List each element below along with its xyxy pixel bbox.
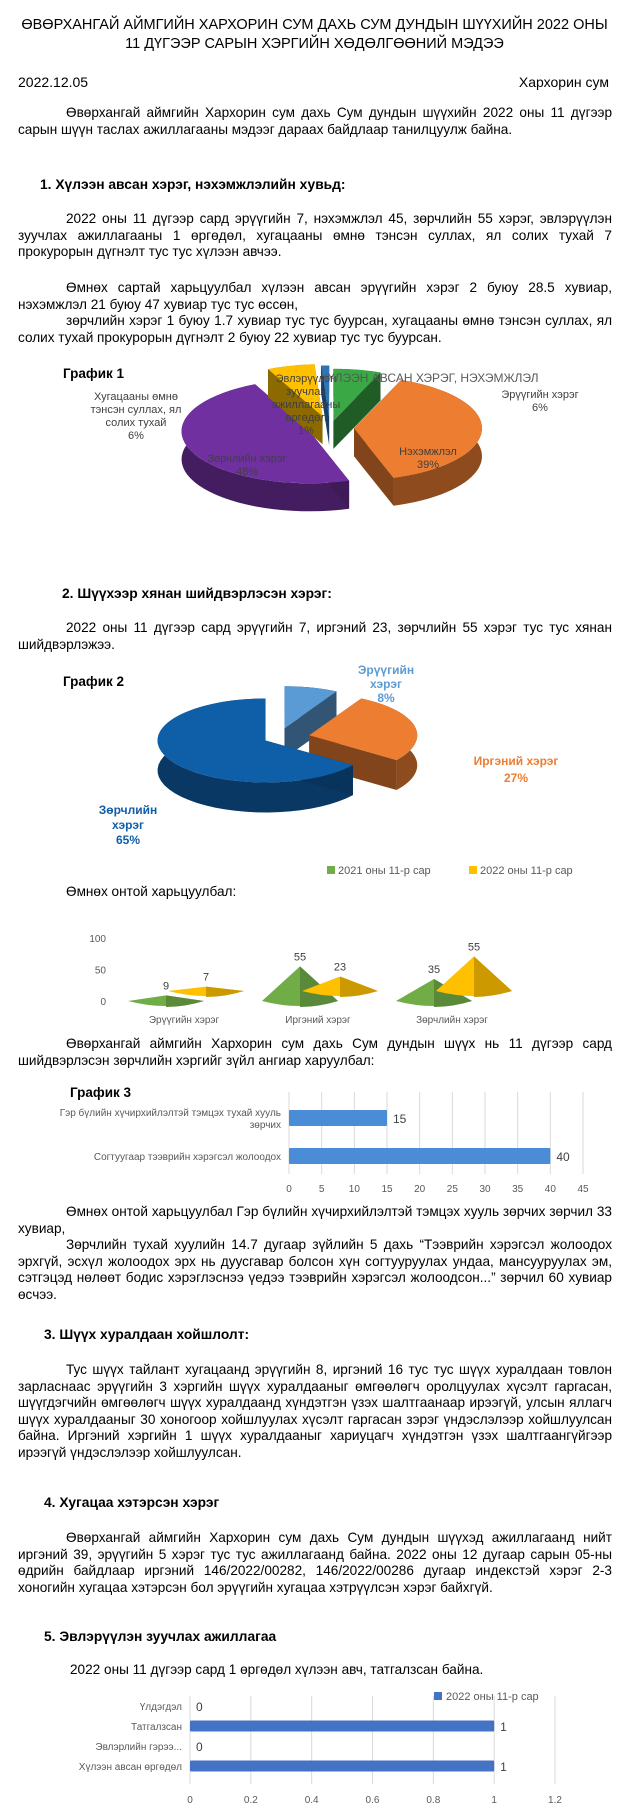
category-label: Эрүүгийн хэрэг: [148, 1015, 220, 1026]
x-tick-label: 45: [577, 1184, 589, 1195]
bar-value-label: 0: [196, 1740, 203, 1754]
chart-1-label-eruugiin: Эрүүгийн хэрэг 6%: [501, 389, 579, 414]
x-tick-label: 0: [187, 1795, 193, 1806]
category-label: Согтуугаар тээврийн хэрэгсэл жолоодох: [93, 1152, 281, 1163]
cone-value-label: 35: [427, 963, 441, 976]
cone-value-label: 55: [293, 951, 307, 964]
bar-mark: [190, 1721, 494, 1732]
chart-1-title: ХҮЛЭЭН АВСАН ХЭРЭГ, НЭХЭМЖЛЭЛ: [320, 371, 539, 385]
chart-1-label-khugatsaany: Хугацааны өмнө тэнсэн суллах, ял солих тухай 6%: [90, 391, 182, 442]
cone-mark: [436, 956, 512, 997]
section-4-paragraph-1: Өвөрхангай аймгийн Хархорин сум дахь Сум дундын шүүхэд ажиллагаанд нийт иргэний 39, эрүүгийн 5 хэрэг тус тус ажиллагаанд байна. 2022 оны 12 дугаар сарын 05-ны өдрийн байдлаар иргэний 146/2022/00282, 146/2022/00286 дугаар индекстэй хэрэг 2-3 хоногийн хугацаа хэтэрсэн бол эрүүгийн хугацаа хэтрүүлсэн хэрэг байхгүй.: [18, 1530, 612, 1595]
section-3-paragraph-1: Тус шүүх тайлант хугацаанд эрүүгийн 8, иргэний 16 тус тус шүүх хуралдаан товлон зарласнаас эрүүгийн 3 хэргийн шүүх хуралдааныг өмгөөлөгч оролцуулах хүсэлт гаргасан, шүүгдэгчийн өмгөөлөгч шүүх хуралдаанд хүндэтгэн үзэх шалтгаанаар ирээгүй, улсын яллагч шүүх хуралдааныг 30 хоногоор хойшлуулах хүсэлт гаргасан зэрэг үндэслэлээр хойшлуулсан байна. Иргэний хэргийн 1 шүүх хуралдааныг хариуцагч хүндэтгэн үзэх шалтгаангүйгээр ирээгүй үндэслэлээр хойшлуулсан.: [18, 1362, 612, 1460]
section-1-heading: 1. Хүлээн авсан хэрэг, нэхэмжлэлийн хувьд:: [40, 177, 346, 192]
chart-4-bar: [0, 1686, 629, 1809]
cone-value-label: 55: [467, 941, 481, 954]
bar-value-label: 1: [500, 1760, 507, 1774]
section-1-paragraph-3: зөрчлийн хэрэг 1 буюу 1.7 хувиар тус тус буурсан, хугацааны өмнө тэнсэн суллах, ял солих тухай прокурорын дүгнэлт 2 буюу 22 хувиар тус тус буурсан.: [18, 313, 612, 345]
chart-2-label-irgenii: Иргэний хэрэг 27%: [473, 754, 559, 785]
x-tick-label: 10: [348, 1184, 360, 1195]
document-date: 2022.12.05: [18, 74, 89, 90]
chart-2-pie: [60, 658, 620, 858]
x-tick-label: 0.6: [365, 1795, 380, 1806]
x-tick-label: 40: [544, 1184, 556, 1195]
legend-2022-label: 2022 оны 11-р сар: [480, 865, 573, 877]
chart-1-label-zorchliin: Зөрчлийн хэрэг 48%: [207, 453, 287, 478]
bar-value-label: 0: [196, 1700, 203, 1714]
category-label: Хүлээн авсан өргөдөл: [78, 1762, 182, 1773]
section-1-paragraph-1: 2022 оны 11 дүгээр сард эрүүгийн 7, нэхэмжлэл 45, зөрчлийн 55 хэрэг, эвлэрүүлэн зуучлах ажиллагааны 1 өргөдөл, хугацааны өмнө тэнсэн суллах, ял солих тухай 7 прокурорын дүгнэлт тус тус хүлээн авчээ.: [18, 211, 612, 259]
legend-2021-swatch: [327, 866, 335, 874]
section-2-paragraph-1: 2022 оны 11 дүгээр сард эрүүгийн 7, иргэний 23, зөрчлийн 55 хэрэг тус тус хянан шийдвэрлэжээ.: [18, 620, 612, 652]
section-4-heading: 4. Хугацаа хэтэрсэн хэрэг: [44, 1495, 220, 1510]
category-label: Үлдэгдэл: [139, 1702, 182, 1713]
cone-value-label: 7: [202, 971, 210, 984]
category-label: Иргэний хэрэг: [285, 1015, 351, 1026]
section-3-heading: 3. Шүүх хуралдаан хойшлолт:: [44, 1327, 250, 1342]
cone-value-label: 9: [162, 980, 170, 993]
chart-1-caption: График 1: [63, 366, 125, 381]
section-2-heading: 2. Шүүхээр хянан шийдвэрлэсэн хэрэг:: [62, 586, 332, 601]
section-5-heading: 5. Эвлэрүүлэн зуучлах ажиллагаа: [44, 1629, 277, 1644]
bar-value-label: 40: [556, 1150, 570, 1164]
section-5-paragraph-1: 2022 оны 11 дүгээр сард 1 өргөдөл хүлээн авч, татгалзсан байна.: [70, 1662, 484, 1677]
section-2-paragraph-2: Өвөрхангай аймгийн Хархорин сум дахь Сум дундын шүүх нь 11 дүгээр сард шийдвэрлэсэн зөрчлийн хэргийг зүйл ангиар харуулбал:: [18, 1036, 612, 1068]
y-tick-label: 50: [94, 965, 106, 977]
x-tick-label: 0: [286, 1184, 292, 1195]
chart-2-label-zorchliin: Зөрчлийн хэрэг 65%: [98, 803, 158, 847]
intro-paragraph: Өвөрхангай аймгийн Хархорин сум дахь Сум дундын шүүхийн 2022 оны 11 дүгээр сарын шүүн таслах ажиллагааны мэдээг дараах байдлаар танилцуулж байна.: [18, 105, 612, 137]
category-label: Эвлэрлийн гэрээ...: [95, 1742, 182, 1753]
cone-value-label: 23: [333, 961, 347, 974]
x-tick-label: 35: [512, 1184, 524, 1195]
cone-mark: [168, 987, 244, 997]
x-tick-label: 0.8: [426, 1795, 441, 1806]
x-tick-label: 25: [446, 1184, 458, 1195]
x-tick-label: 0.2: [243, 1795, 258, 1806]
bar-mark: [190, 1761, 494, 1772]
x-tick-label: 15: [381, 1184, 393, 1195]
cone-mark: [128, 995, 204, 1007]
chart-1-pie: [60, 358, 620, 558]
section-1-paragraph-2: Өмнөх сартай харьцуулбал хүлээн авсан эрүүгийн хэрэг 2 буюу 28.5 хувиар, нэхэмжлэл 21 буюу 47 хувиар тус тус өссөн,: [18, 280, 612, 312]
chart-2-caption: График 2: [63, 674, 125, 689]
category-label: Татгалзсан: [131, 1722, 182, 1733]
bar-value-label: 1: [500, 1720, 507, 1734]
compare-label: Өмнөх онтой харьцуулбал:: [66, 884, 237, 899]
document-place: Хархорин сум: [518, 74, 609, 90]
chart-4-legend-label: 2022 оны 11-р сар: [446, 1691, 539, 1703]
bar-value-label: 15: [393, 1112, 407, 1126]
section-2-paragraph-4: Зөрчлийн тухай хуулийн 14.7 дугаар зүйлийн 5 дахь “Тээврийн хэрэгсэл жолоодох эрхгүй, эсхүл жолоодох эрх нь дуусгавар болсон хүн согтууруулах ундаа, мансууруулах эм, сэтгэцэд нөлөөт бодис хэрэглэснээ үедээ тээврийн хэрэгсэл жолоодсон...” зөрчил 60 хувиар өсчээ.: [18, 1237, 612, 1302]
bar-mark: [289, 1110, 387, 1126]
document-title: ӨВӨРХАНГАЙ АЙМГИЙН ХАРХОРИН СУМ ДАХЬ СУМ ДУНДЫН ШҮҮХИЙН 2022 ОНЫ 11 ДҮГЭЭР САРЫН ХЭРГИЙН ХӨДӨЛГӨӨНИЙ МЭДЭЭ: [21, 17, 608, 52]
chart-3-bar: [0, 1092, 629, 1202]
bar-mark: [289, 1148, 550, 1164]
legend-2021-label: 2021 оны 11-р сар: [338, 865, 431, 877]
x-tick-label: 1: [491, 1795, 497, 1806]
y-tick-label: 100: [89, 934, 106, 945]
x-tick-label: 30: [479, 1184, 491, 1195]
chart-3-caption: График 3: [70, 1085, 132, 1100]
chart-1-label-evleruulen: Эвлэрүүлэн зуучлах ажиллагааны өргөдөл 1%: [271, 373, 341, 437]
section-2-paragraph-3: Өмнөх онтой харьцуулбал Гэр бүлийн хүчирхийлэлтэй тэмцэх хууль зөрчих зөрчил 33 хувиар,: [18, 1204, 612, 1236]
chart-1-label-nekhemjlel: Нэхэмжлэл 39%: [399, 446, 457, 471]
x-tick-label: 0.4: [304, 1795, 319, 1806]
x-tick-label: 5: [318, 1184, 325, 1195]
category-label: Зөрчлийн хэрэг: [416, 1015, 488, 1026]
y-tick-label: 0: [100, 997, 106, 1008]
x-tick-label: 20: [414, 1184, 426, 1195]
category-label: Гэр бүлийн хүчирхийлэлтэй тэмцэх тухай хууль зөрчих: [59, 1108, 281, 1131]
comparison-chart: [0, 856, 629, 1026]
legend-2022-swatch: [469, 866, 477, 874]
chart-2-label-eruugiin: Эрүүгийн хэрэг 8%: [357, 663, 415, 705]
chart-4-legend-swatch: [434, 1692, 442, 1700]
x-tick-label: 1.2: [548, 1795, 562, 1806]
